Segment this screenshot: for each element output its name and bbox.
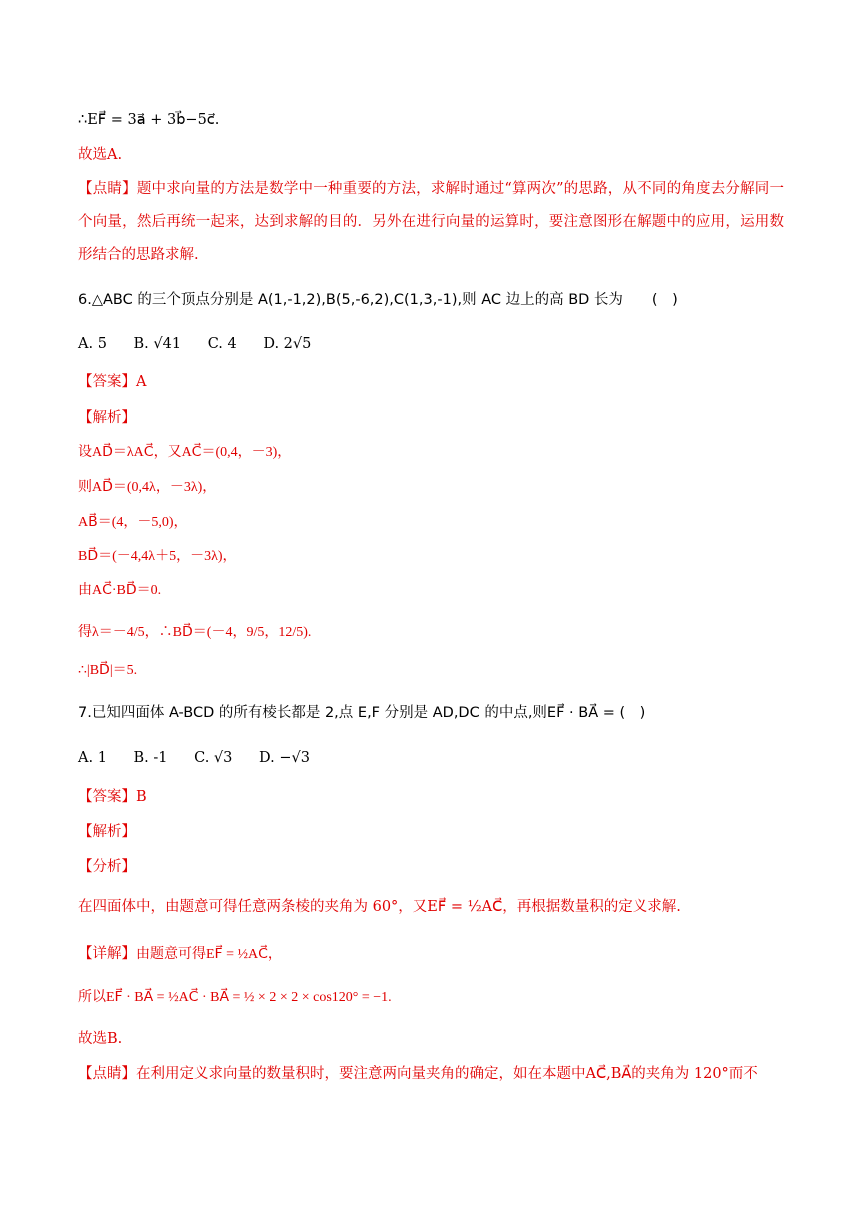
- q6-step-1: 设AD⃗＝λAC⃗，又AC⃗＝(0,4，－3)，: [78, 445, 292, 460]
- prev-comment-tag: 【点睛】: [78, 181, 137, 197]
- q6-options: [78, 334, 311, 354]
- q7-option-c: C. √3: [194, 750, 233, 766]
- q7-choose-line: 故选B.: [78, 1031, 123, 1047]
- q7-comment-text: 在利用定义求向量的数量积时，要注意两向量夹角的确定，如在本题中AC⃗,BA⃗的夹角为 120°而不: [136, 1066, 758, 1082]
- q6-analysis-tag: 【解析】: [78, 410, 136, 426]
- q7-answer: 【答案】B: [78, 789, 147, 805]
- q7-detail-text: 由题意可得EF⃗ = ½AC⃗，: [136, 947, 282, 962]
- q7-fenxi-tag: 【分析】: [78, 859, 136, 875]
- q6-step-2: 则AD⃗＝(0,4λ，－3λ)，: [78, 480, 217, 495]
- q7-option-d: D. −√3: [259, 750, 310, 766]
- q6-stem: 6.△ABC 的三个顶点分别是 A(1,-1,2),B(5,-6,2),C(1,3,-1),则 AC 边上的高 BD 长为 ( ): [78, 292, 678, 308]
- prev-result-line: ∴EF⃗ = 3a⃗ + 3b⃗−5c⃗.: [78, 112, 220, 128]
- q7-comment: [78, 1064, 758, 1084]
- q7-option-a: A. 1: [78, 750, 107, 766]
- q6-answer: 【答案】A: [78, 374, 147, 390]
- q7-option-b: B. -1: [133, 750, 168, 766]
- q6-option-d: D. 2√5: [263, 336, 312, 352]
- q7-options: [78, 748, 310, 768]
- q6-step-6: 得λ＝－4/5，∴BD⃗＝(－4，9/5，12/5).: [78, 625, 312, 640]
- q7-detail-calc: 所以EF⃗ · BA⃗ = ½AC⃗ · BA⃗ = ½ × 2 × 2 × cos120° = −1.: [78, 990, 392, 1005]
- q7-detail: [78, 944, 282, 965]
- prev-comment-text: 题中求向量的方法是数学中一种重要的方法，求解时通过“算两次”的思路，从不同的角度去分解同一个向量，然后再统一起来，达到求解的目的．另外在进行向量的运算时，要注意图形在解题中的应用，运用数形结合的思路求解.: [78, 181, 785, 263]
- prev-comment: [78, 173, 784, 272]
- q6-option-c: C. 4: [207, 336, 237, 352]
- q6-step-5: 由AC⃗·BD⃗＝0.: [78, 583, 162, 598]
- q6-step-4: BD⃗＝(－4,4λ＋5，－3λ)，: [78, 549, 237, 564]
- q7-detail-tag: 【详解】: [78, 946, 136, 962]
- prev-choose-line: 故选A.: [78, 147, 123, 163]
- q6-step-3: AB⃗＝(4，－5,0)，: [78, 515, 188, 530]
- q7-analysis-tag: 【解析】: [78, 824, 136, 840]
- q7-comment-tag: 【点睛】: [78, 1066, 136, 1082]
- q6-option-b: B. √41: [133, 336, 182, 352]
- q7-fenxi-text: 在四面体中，由题意可得任意两条棱的夹角为 60°，又EF⃗ = ½AC⃗，再根据数量积的定义求解.: [78, 899, 681, 915]
- q6-option-a: A. 5: [78, 336, 107, 352]
- q6-step-7: ∴|BD⃗|＝5.: [78, 663, 138, 678]
- q7-stem: 7.已知四面体 A-BCD 的所有棱长都是 2,点 E,F 分别是 AD,DC 的中点,则EF⃗ · BA⃗ = ( ): [78, 705, 646, 721]
